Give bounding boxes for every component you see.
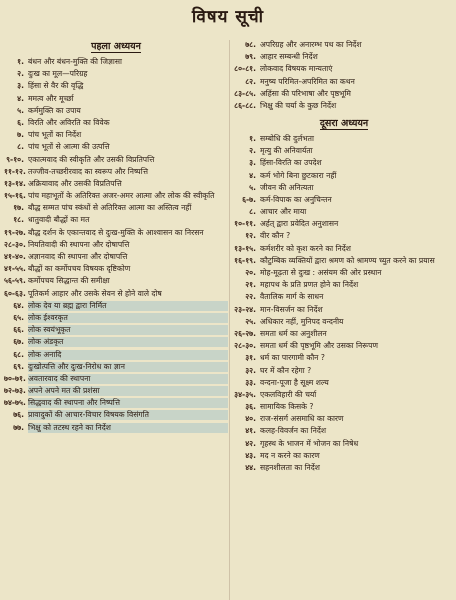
toc-entry <box>234 146 454 156</box>
toc-entry-number: १३-१५. <box>234 243 256 253</box>
toc-entry <box>4 410 228 420</box>
toc-entry <box>4 301 228 311</box>
toc-entry-title: अज्ञानवाद की स्थापना और दोषापत्ति <box>28 252 128 261</box>
toc-entry-title: मृत्यु की अनिवार्यता <box>260 146 313 156</box>
toc-entry-number: ४०. <box>245 414 256 424</box>
toc-entry-number: २६-२७. <box>234 328 256 338</box>
toc-entry-number: ७८. <box>245 40 256 49</box>
toc-entry <box>4 423 228 433</box>
toc-entry-title: बौद्धों का कर्मोपचय विषयक दृष्टिकोण <box>28 264 131 274</box>
toc-entry-title: वैतालिक मार्ग के साधन <box>260 292 324 302</box>
toc-entry <box>234 207 454 217</box>
toc-entry <box>4 94 228 104</box>
toc-entry-number: ४. <box>249 170 256 180</box>
toc-entry-number: १७. <box>13 203 24 213</box>
toc-entry-title: पांच भूतों से आत्मा की उत्पत्ति <box>28 142 110 152</box>
toc-entry-title: वीर कौन ? <box>260 231 291 241</box>
toc-entry-title: धर्म का पारगामी कौन ? <box>260 353 325 363</box>
toc-entry-title: दुःख का मूल—परिग्रह <box>28 69 88 79</box>
toc-entry-title: लोक अनादि <box>28 350 228 360</box>
toc-entry-number: ६९. <box>13 361 24 371</box>
toc-entry-number: ४२. <box>245 438 256 448</box>
toc-entry-title: कौटुम्बिक व्यक्तियों द्वारा श्रमण को श्रामण्य च्युत करने का प्रयास <box>260 255 435 265</box>
toc-entry-number: २८-३०. <box>4 239 26 249</box>
toc-entry-number: ६८. <box>13 349 24 359</box>
toc-entry-title: मोह-मूढ़ता से दुःख : असंयम की ओर प्रस्थान <box>260 268 382 277</box>
toc-entry-title: अक्रियावाद और उसकी विप्रतिपत्ति <box>28 178 122 188</box>
toc-entry <box>234 463 454 473</box>
toc-entry-title: अवतारवाद की स्थापना <box>28 374 228 384</box>
toc-entry-title: पांच महाभूतों के अतिरिक्त अजर-अमर आत्मा और लोक की स्वीकृति <box>28 191 215 201</box>
toc-entry-number: ७. <box>17 130 24 140</box>
toc-entry <box>4 57 228 67</box>
toc-entry-title: लोक देव या ब्रह्म द्वारा निर्मित <box>28 301 228 311</box>
toc-entry-title: अर्हत् द्वारा प्रवेदित अनुशासन <box>260 219 339 229</box>
toc-entry-number: ५६-५९. <box>4 276 26 286</box>
toc-entry-title: मनुष्य परिमित-अपरिमित का कथन <box>260 76 355 86</box>
toc-entry-title: मान-विसर्जन का निर्देश <box>260 304 323 314</box>
toc-entry-title: पूतिकर्म आहार और उसके सेवन से होने वाले दोष <box>28 288 162 298</box>
toc-entry-title: बौद्ध दर्शन के एकान्तवाद से दुःख-मुक्ति के आश्वासन का निरसन <box>28 227 204 237</box>
toc-entry-number: ३४-३५. <box>234 389 256 399</box>
toc-entry-number: १. <box>249 133 256 143</box>
toc-entry-number: ४१. <box>245 426 256 436</box>
toc-entry-number: ३२. <box>245 365 256 375</box>
toc-entry <box>234 451 454 461</box>
toc-entry <box>234 390 454 400</box>
toc-entry-title: बंधन और बंधन-मुक्ति की जिज्ञासा <box>28 57 122 66</box>
toc-entry <box>4 167 228 177</box>
toc-entry-title: कर्ममुक्ति का उपाय <box>28 105 81 115</box>
toc-entry <box>4 130 228 140</box>
toc-entry <box>234 439 454 449</box>
toc-entry-number: ११-१२. <box>4 166 26 176</box>
toc-entry-number: २१. <box>245 280 256 290</box>
toc-entry <box>4 203 228 213</box>
toc-entry-number: ८३-८५. <box>234 88 256 98</box>
toc-entry-title: भिक्षु को तटस्थ रहने का निर्देश <box>28 423 228 433</box>
toc-entry <box>4 118 228 128</box>
toc-entry-number: २५. <box>245 316 256 326</box>
toc-entry <box>4 289 228 299</box>
toc-entry <box>4 142 228 152</box>
toc-entry-title: गृहस्थ के भाजन में भोजन का निषेध <box>260 438 359 448</box>
toc-entry-title: मद न करने का कारण <box>260 450 320 460</box>
toc-entry-title: लोक ईश्वरकृत <box>28 313 228 323</box>
toc-entry-number: ५. <box>17 105 24 115</box>
toc-entry-title: समता धर्म का अनुशीलन <box>260 328 327 338</box>
toc-entry-number: ५. <box>249 182 256 192</box>
toc-entry-number: ७७. <box>13 422 24 432</box>
toc-entry-title: प्रावादुकों की आचार-विचार विषयक विसंगति <box>28 410 228 420</box>
toc-entry <box>234 256 454 266</box>
toc-entry <box>4 276 228 286</box>
toc-entry-title: समता धर्म की पृष्ठभूमि और उसका निरूपण <box>260 341 378 351</box>
toc-entry <box>4 240 228 250</box>
toc-entry-title: नियतिवादी की स्थापना और दोषापत्ति <box>28 239 130 249</box>
toc-entry <box>4 398 228 408</box>
toc-entry <box>4 264 228 274</box>
toc-entry-number: ३१. <box>245 353 256 363</box>
toc-entry <box>234 77 454 87</box>
toc-entry-number: २८-३०. <box>234 341 256 351</box>
toc-entry <box>4 325 228 335</box>
toc-entry-number: ८०-८१. <box>234 64 256 74</box>
toc-entry-number: ३३. <box>245 377 256 387</box>
toc-entry <box>234 64 454 74</box>
toc-entry-title: सिद्धवाद की स्थापना और निष्पत्ति <box>28 398 228 408</box>
right-top-toc-list <box>234 40 454 111</box>
toc-entry-number: २. <box>249 146 256 156</box>
toc-entry-number: ६. <box>17 117 24 127</box>
toc-entry <box>234 171 454 181</box>
toc-entry <box>234 101 454 111</box>
toc-entry-number: ३. <box>249 158 256 168</box>
toc-entry-title: लोक अंडकृत <box>28 337 228 347</box>
toc-entry-title: कर्मशरीर को कृश करने का निर्देश <box>260 243 351 253</box>
toc-entry <box>4 252 228 262</box>
chapter-heading-label: दूसरा अध्ययन <box>319 117 369 129</box>
chapter-heading-label: पहला अध्ययन <box>91 41 141 52</box>
toc-entry-title: अहिंसा की परिभाषा और पृष्ठभूमि <box>260 88 351 98</box>
toc-entry-number: ६७. <box>13 337 24 347</box>
toc-entry-title: एकलविहारी की चर्या <box>260 389 317 399</box>
toc-entry-number: ३६. <box>245 402 256 412</box>
toc-entry-title: जीवन की अनित्यता <box>260 182 314 192</box>
toc-entry <box>234 195 454 205</box>
toc-entry <box>234 353 454 363</box>
toc-entry <box>234 378 454 388</box>
toc-entry-title: दुःखोत्पत्ति और दुःख-निरोध का ज्ञान <box>28 362 228 372</box>
toc-entry-title: ममत्व और मूर्च्छा <box>28 93 74 103</box>
right-toc-list <box>234 134 454 473</box>
toc-entry-number: २. <box>17 69 24 79</box>
toc-entry <box>4 191 228 201</box>
toc-entry-title: राज-संसर्ग असमाधि का कारण <box>260 414 344 424</box>
toc-entry-number: ७४-७५. <box>4 398 26 408</box>
toc-entry <box>234 40 454 50</box>
toc-entry <box>234 231 454 241</box>
toc-entry-number: ६४. <box>13 300 24 310</box>
toc-entry-number: ६६. <box>13 325 24 335</box>
toc-entry <box>4 313 228 323</box>
toc-entry-title: अधिकार नहीं, मुनिपद वन्दनीय <box>260 316 344 326</box>
toc-entry-number: ७६. <box>13 410 24 420</box>
toc-entry <box>4 374 228 384</box>
toc-entry-number: १०-११. <box>234 219 256 229</box>
toc-entry <box>234 414 454 424</box>
toc-entry-title: हिंसा-विरति का उपदेश <box>260 158 322 168</box>
toc-entry-number: ६-७. <box>242 194 256 204</box>
toc-entry <box>4 362 228 372</box>
toc-entry-title: धातुवादी बौद्धों का मत <box>28 215 90 225</box>
toc-entry <box>234 89 454 99</box>
toc-entry-title: विरति और अविरति का विवेक <box>28 117 110 127</box>
toc-entry-number: ६०-६३. <box>4 288 26 298</box>
toc-entry-number: ४१-४०. <box>4 252 26 261</box>
left-column <box>4 40 228 600</box>
column-divider <box>229 40 230 600</box>
toc-entry-number: १९-२७. <box>4 227 26 237</box>
toc-entry-number: १८. <box>13 215 24 225</box>
toc-entry-title: कर्म भोगे बिना छुटकारा नहीं <box>260 170 337 180</box>
toc-entry <box>234 366 454 376</box>
right-column <box>234 40 454 600</box>
toc-entry-number: ८. <box>17 142 24 152</box>
toc-entry-title: एकात्मवाद की स्वीकृति और उसकी विप्रतिपत्ति <box>28 154 155 164</box>
toc-entry-number: ७२-७३. <box>4 386 26 396</box>
toc-entry-title: वन्दना-पूजा है सूक्ष्म शल्य <box>260 377 329 387</box>
toc-entry <box>4 215 228 225</box>
toc-entry-number: ३. <box>17 81 24 91</box>
toc-entry-title: तज्जीव-तच्छरीरवाद का स्वरूप और निष्पत्ति <box>28 166 148 176</box>
toc-entry-number: ८६-८८. <box>234 100 256 110</box>
toc-entry <box>234 292 454 302</box>
toc-entry-title: घर में कौन रहेगा ? <box>260 365 312 375</box>
toc-entry-title: बौद्ध सम्मत पांच स्कंधों से अतिरिक्त आत्मा का अस्तित्व नहीं <box>28 203 192 213</box>
toc-entry <box>234 329 454 339</box>
toc-entry <box>4 337 228 347</box>
toc-entry <box>4 179 228 189</box>
toc-entry <box>4 386 228 396</box>
toc-entry <box>4 106 228 116</box>
toc-entry-number: १५-१६. <box>4 191 26 201</box>
toc-entry-title: कर्म-विपाक का अनुचिन्तन <box>260 194 332 204</box>
left-toc-list <box>4 57 228 433</box>
toc-entry-number: ७९. <box>245 52 256 62</box>
toc-entry-number: १२. <box>245 231 256 241</box>
toc-entry <box>234 134 454 144</box>
toc-entry-title: कर्मोपचय सिद्धान्त की समीक्षा <box>28 276 110 286</box>
toc-entry-number: ४४. <box>245 463 256 472</box>
toc-entry <box>234 219 454 229</box>
toc-entry-title: लोक स्वयंभूकृत <box>28 325 228 335</box>
toc-entry-title: आचार और माया <box>260 207 307 217</box>
chapter-heading-second <box>234 117 454 131</box>
toc-entry-title: महापथ के प्रति प्रणत होने का निर्देश <box>260 280 359 290</box>
toc-entry-number: १६-१९. <box>234 255 256 265</box>
toc-entry <box>4 69 228 79</box>
toc-entry-number: २२. <box>245 292 256 302</box>
toc-entry <box>234 341 454 351</box>
toc-entry-title: सामायिक किसके ? <box>260 402 314 412</box>
toc-entry-number: ४३. <box>245 450 256 460</box>
toc-entry-number: १. <box>17 57 24 66</box>
toc-entry-number: ४१-५५. <box>4 264 26 274</box>
toc-entry-title: कलह-विवर्जन का निर्देश <box>260 426 327 436</box>
toc-entry-number: ७०-७१. <box>4 373 26 383</box>
toc-entry-title: लोकवाद विषयक मान्यताएं <box>260 64 333 74</box>
toc-entry <box>234 426 454 436</box>
toc-entry <box>234 158 454 168</box>
toc-entry <box>234 52 454 62</box>
toc-entry <box>234 317 454 327</box>
toc-entry <box>234 280 454 290</box>
toc-entry-title: पांच भूतों का निर्देश <box>28 130 82 140</box>
toc-entry <box>4 81 228 91</box>
toc-entry-number: १३-१४. <box>4 178 26 188</box>
toc-entry-title: हिंसा से वैर की वृद्धि <box>28 81 84 91</box>
toc-entry-title: सम्बोधि की दुर्लभता <box>260 133 314 143</box>
toc-entry-number: ८२. <box>245 76 256 86</box>
toc-entry-title: सहनशीलता का निर्देश <box>260 463 320 472</box>
toc-entry-title: अपरिग्रह और अनारम्भ पथ का निर्देश <box>260 40 362 49</box>
toc-entry <box>234 268 454 278</box>
toc-entry <box>4 350 228 360</box>
toc-entry <box>4 228 228 238</box>
toc-entry <box>4 155 228 165</box>
toc-entry-title: भिक्षु की चर्या के कुछ निर्देश <box>260 100 337 110</box>
toc-entry <box>234 244 454 254</box>
toc-entry-number: २३-२४. <box>234 304 256 314</box>
toc-entry <box>234 402 454 412</box>
toc-entry-title: अपने अपने मत की प्रशंसा <box>28 386 228 396</box>
toc-entry-number: ९-१०. <box>6 154 24 164</box>
toc-entry-number: ८. <box>249 207 256 217</box>
toc-entry <box>234 305 454 315</box>
page-title: विषय सूची <box>191 7 265 27</box>
chapter-heading-first <box>4 40 228 54</box>
toc-entry-number: २०. <box>245 268 256 277</box>
toc-entry-number: ४. <box>17 93 24 103</box>
toc-entry <box>234 183 454 193</box>
toc-entry-title: आहार सम्बन्धी निर्देश <box>260 52 318 62</box>
toc-entry-number: ६५. <box>13 312 24 322</box>
